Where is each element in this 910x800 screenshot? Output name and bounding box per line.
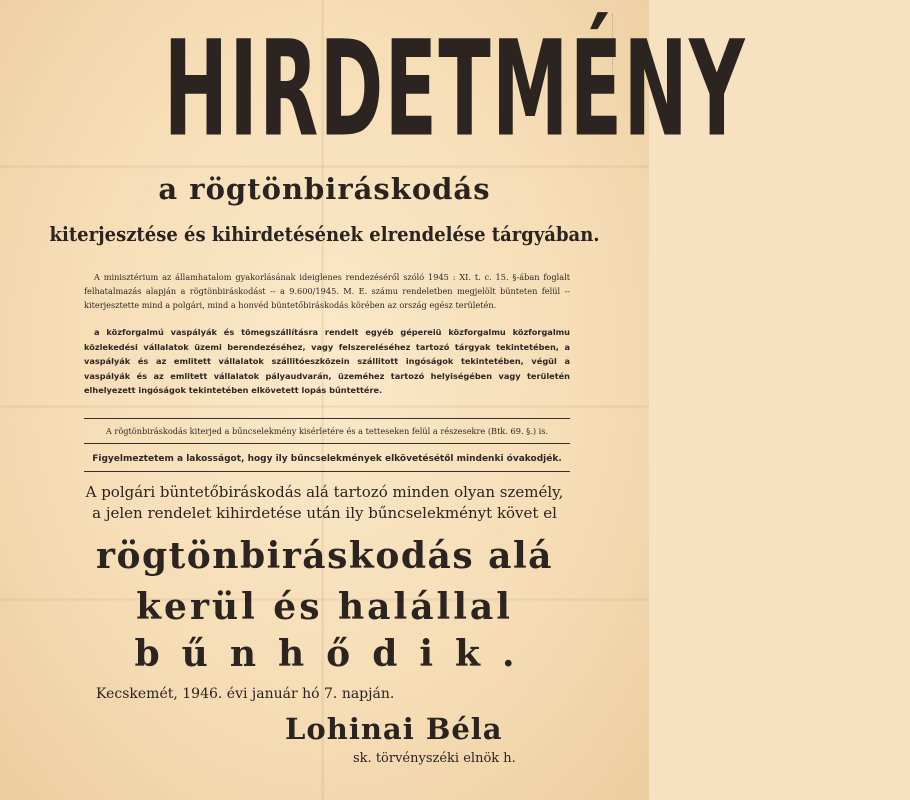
headline (0, 8, 746, 167)
date-line: Kecskemét, 1946. évi január hó 7. napján. (96, 686, 395, 702)
verdict-line-1: rögtönbiráskodás alá (96, 535, 553, 577)
warning-notice: Figyelmeztetem a lakosságot, hogy ily bűncselekmények elkövetésétől mindenki óvakodjék. (92, 454, 562, 464)
body-line-2: a jelen rendelet kihirdetése után ily bűncselekményt követ el (92, 504, 557, 522)
divider-rule (84, 418, 570, 419)
verdict-line-3: bűnhődik. (134, 633, 537, 675)
headline-text: HIRDETMÉNY (163, 13, 746, 167)
divider-rule (84, 443, 570, 444)
signer-title: sk. törvényszéki elnök h. (353, 751, 516, 766)
divider-rule (84, 471, 570, 472)
paragraph-extension: A rögtönbiráskodás kiterjed a bűncselekmény kisérletére és a tetteseken felül a részesekre (Btk. 69. §.) is. (105, 426, 549, 436)
paragraph-scope: a közforgalmú vaspályák és tömegszállításra rendelt egyéb gépereiü közforgalmu közforgalmu közlekedési vállalatok üzemi berendezéséhez, vagy felszereléséhez tartozó tárgyak tekintetében, a vaspályák és az emlitett vállalatok szállitóeszközein szállitott ingóságok tekintetében, végül a vaspályák és az emlitett vállalatok pályaudvarán, üzeméhez tartozó helyiségében vagy területén elhelyezett ingóságok tekintetében elkövetett lopás bűntettére. (84, 327, 570, 396)
verdict-line-2: kerül és halállal (136, 586, 513, 628)
body-line-1: A polgári büntetőbiráskodás alá tartozó minden olyan személy, (85, 483, 564, 501)
signer-name: Lohinai Béla (285, 712, 503, 746)
subtitle-primary: a rögtönbiráskodás (158, 172, 491, 206)
subtitle-secondary (0, 221, 649, 247)
subtitle-secondary-text: kiterjesztése és kihirdetésének elrendelése tárgyában. (49, 222, 600, 246)
paragraph-authorization: A minisztérium az államhatalom gyakorlásának ideiglenes rendezéséről szóló 1945 : XI. t. c. 15. §-ában foglalt felhatalmazás alapján a rögtönbiráskodást -- a 9.600/1945. M. E. számu rendeletben megjelölt bünteten felül -- kiterjesztette mind a polgári, mind a honvéd büntetőbiráskodás körében az ország egész területén. (84, 272, 570, 310)
